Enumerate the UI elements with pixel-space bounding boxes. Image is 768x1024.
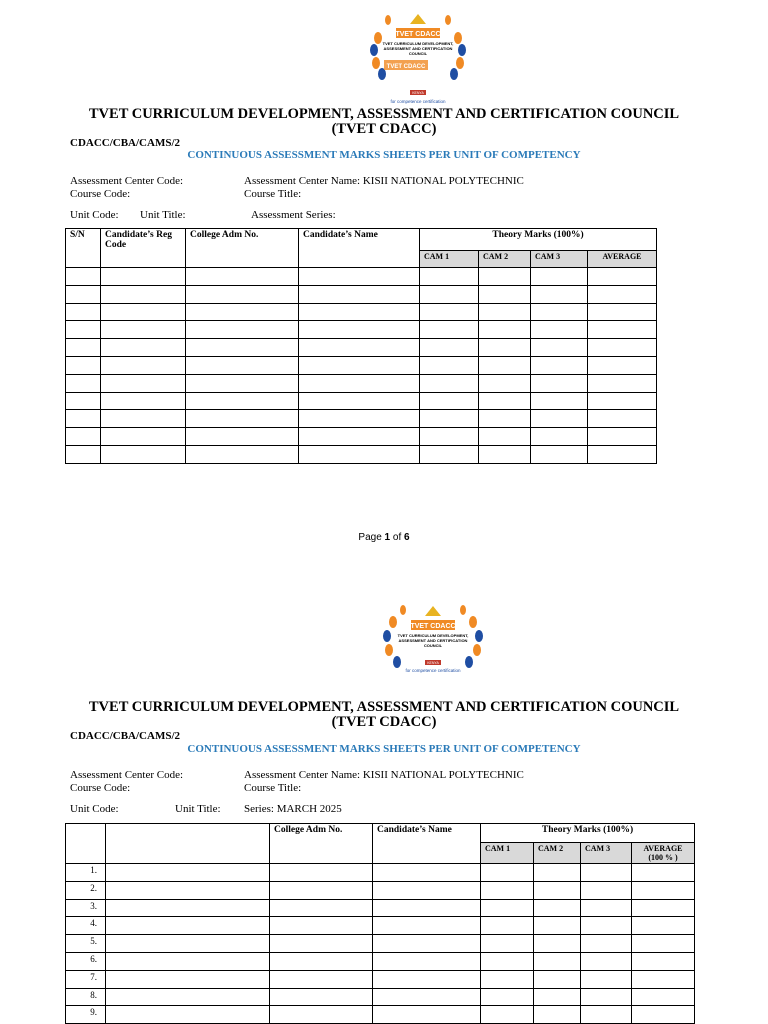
- table-cell[interactable]: [66, 410, 101, 428]
- flame-icon: [425, 606, 441, 616]
- table-cell[interactable]: [66, 374, 101, 392]
- table-cell[interactable]: [581, 970, 632, 988]
- table-cell[interactable]: [581, 1006, 632, 1024]
- table-cell[interactable]: [531, 285, 588, 303]
- header-cam1: CAM 1: [481, 843, 534, 864]
- table-cell[interactable]: [479, 392, 531, 410]
- table-cell[interactable]: [632, 970, 695, 988]
- table-cell[interactable]: [534, 988, 581, 1006]
- course-code-label: Course Code:: [70, 782, 131, 794]
- table-cell[interactable]: [101, 356, 186, 374]
- unit-title-label: Unit Title:: [175, 803, 221, 815]
- table-cell[interactable]: [101, 339, 186, 357]
- table-cell[interactable]: [481, 881, 534, 899]
- table-cell[interactable]: [66, 445, 101, 463]
- table-cell[interactable]: [299, 339, 420, 357]
- assessment-center-code-label: Assessment Center Code:: [70, 769, 184, 781]
- cdacc-logo: [373, 600, 493, 700]
- table-cell[interactable]: [186, 374, 299, 392]
- table-cell[interactable]: [588, 410, 657, 428]
- svg-text:for competence certification: for competence certification: [390, 99, 446, 104]
- table-row: [66, 374, 657, 392]
- table-row: [66, 970, 695, 988]
- table-row: [66, 303, 657, 321]
- svg-text:COUNCIL: COUNCIL: [423, 643, 443, 648]
- unit-code-label: Unit Code:: [70, 803, 119, 815]
- header-cam1: CAM 1: [420, 251, 479, 268]
- svg-text:ASSESSMENT AND CERTIFICATION: ASSESSMENT AND CERTIFICATION: [398, 638, 468, 643]
- table-cell[interactable]: [534, 917, 581, 935]
- header-theory-marks: Theory Marks (100%): [481, 824, 695, 843]
- table-cell[interactable]: [481, 899, 534, 917]
- marks-table-page-2: [65, 823, 695, 1024]
- table-cell[interactable]: [373, 952, 481, 970]
- table-cell[interactable]: [531, 392, 588, 410]
- table-cell[interactable]: [581, 917, 632, 935]
- table-cell[interactable]: [481, 935, 534, 953]
- page-title: TVET CURRICULUM DEVELOPMENT, ASSESSMENT AND CERTIFICATION COUNCIL: [88, 699, 680, 715]
- table-cell[interactable]: [373, 988, 481, 1006]
- table-cell[interactable]: [270, 952, 373, 970]
- table-row: [66, 268, 657, 286]
- table-cell[interactable]: [588, 303, 657, 321]
- table-cell[interactable]: [581, 864, 632, 882]
- table-cell[interactable]: [186, 410, 299, 428]
- table-cell[interactable]: [531, 268, 588, 286]
- course-title-label: Course Title:: [244, 188, 302, 200]
- sheet-subtitle: CONTINUOUS ASSESSMENT MARKS SHEETS PER UNIT OF COMPETENCY: [187, 743, 581, 755]
- table-cell[interactable]: [632, 899, 695, 917]
- row-number: 4.: [66, 917, 106, 935]
- table-cell[interactable]: [531, 339, 588, 357]
- row-number: 7.: [66, 970, 106, 988]
- page-title-abbr: (TVET CDACC): [331, 714, 437, 730]
- row-number: 1.: [66, 864, 106, 882]
- table-cell[interactable]: [66, 392, 101, 410]
- table-cell[interactable]: [531, 410, 588, 428]
- unit-code-label: Unit Code:: [70, 209, 119, 221]
- svg-text:KENYA: KENYA: [427, 661, 439, 665]
- current-page: 1: [384, 532, 391, 543]
- table-cell[interactable]: [581, 899, 632, 917]
- table-row: [66, 864, 695, 882]
- page-title: TVET CURRICULUM DEVELOPMENT, ASSESSMENT AND CERTIFICATION COUNCIL: [88, 106, 680, 122]
- series-label: Series: MARCH 2025: [244, 803, 342, 815]
- table-cell[interactable]: [106, 899, 270, 917]
- table-cell[interactable]: [420, 374, 479, 392]
- header-reg-code: Candidate’s Reg Code: [101, 229, 186, 268]
- table-cell[interactable]: [481, 988, 534, 1006]
- document-code: CDACC/CBA/CAMS/2: [70, 137, 180, 149]
- row-number: 3.: [66, 899, 106, 917]
- table-cell[interactable]: [373, 935, 481, 953]
- table-cell[interactable]: [299, 303, 420, 321]
- table-cell[interactable]: [66, 339, 101, 357]
- table-cell[interactable]: [420, 321, 479, 339]
- table-row: [66, 445, 657, 463]
- table-cell[interactable]: [531, 445, 588, 463]
- table-cell[interactable]: [373, 970, 481, 988]
- page-title-abbr: (TVET CDACC): [331, 121, 437, 137]
- table-cell[interactable]: [588, 285, 657, 303]
- table-cell[interactable]: [186, 356, 299, 374]
- table-cell[interactable]: [186, 285, 299, 303]
- table-cell[interactable]: [270, 935, 373, 953]
- table-cell[interactable]: [101, 285, 186, 303]
- header-candidate-name: Candidate’s Name: [299, 229, 420, 268]
- svg-text:TVET CURRICULUM DEVELOPMENT,: TVET CURRICULUM DEVELOPMENT,: [382, 41, 454, 46]
- header-adm-no: College Adm No.: [186, 229, 299, 268]
- cdacc-logo: [358, 8, 478, 108]
- table-row: [66, 410, 657, 428]
- total-pages: 6: [404, 532, 410, 543]
- table-row: [66, 899, 695, 917]
- table-cell[interactable]: [420, 392, 479, 410]
- table-cell[interactable]: [270, 899, 373, 917]
- table-row: [66, 917, 695, 935]
- table-cell[interactable]: [186, 445, 299, 463]
- table-cell[interactable]: [106, 935, 270, 953]
- table-cell[interactable]: [299, 321, 420, 339]
- table-cell[interactable]: [534, 970, 581, 988]
- table-cell[interactable]: [479, 428, 531, 446]
- table-cell[interactable]: [420, 285, 479, 303]
- table-cell[interactable]: [101, 410, 186, 428]
- table-row: [66, 1006, 695, 1024]
- marks-table-page-1: [65, 228, 657, 464]
- table-cell[interactable]: [479, 285, 531, 303]
- table-cell[interactable]: [534, 864, 581, 882]
- table-cell[interactable]: [531, 321, 588, 339]
- row-number: 2.: [66, 881, 106, 899]
- table-cell[interactable]: [481, 970, 534, 988]
- table-cell[interactable]: [66, 268, 101, 286]
- table-cell[interactable]: [186, 268, 299, 286]
- assessment-center-name-label: Assessment Center Name: KISII NATIONAL POLYTECHNIC: [244, 175, 524, 187]
- table-cell[interactable]: [632, 935, 695, 953]
- table-cell[interactable]: [632, 988, 695, 1006]
- table-row: [66, 356, 657, 374]
- svg-text:COUNCIL: COUNCIL: [408, 51, 428, 56]
- row-number: 8.: [66, 988, 106, 1006]
- table-cell[interactable]: [186, 303, 299, 321]
- table-cell[interactable]: [581, 881, 632, 899]
- table-cell[interactable]: [101, 374, 186, 392]
- table-cell[interactable]: [481, 1006, 534, 1024]
- table-row: [66, 935, 695, 953]
- table-cell[interactable]: [531, 303, 588, 321]
- table-row: [66, 321, 657, 339]
- table-row: [66, 988, 695, 1006]
- svg-text:for competence certification: for competence certification: [405, 668, 461, 673]
- header-blank-2: [106, 824, 270, 864]
- header-cam2: CAM 2: [534, 843, 581, 864]
- table-cell[interactable]: [106, 881, 270, 899]
- table-cell[interactable]: [373, 917, 481, 935]
- table-cell[interactable]: [66, 356, 101, 374]
- table-row: [66, 339, 657, 357]
- table-cell[interactable]: [270, 988, 373, 1006]
- table-cell[interactable]: [106, 917, 270, 935]
- table-cell[interactable]: [479, 356, 531, 374]
- table-cell[interactable]: [481, 864, 534, 882]
- header-blank-1: [66, 824, 106, 864]
- table-cell[interactable]: [66, 303, 101, 321]
- svg-text:ASSESSMENT AND CERTIFICATION: ASSESSMENT AND CERTIFICATION: [383, 46, 453, 51]
- table-cell[interactable]: [534, 935, 581, 953]
- table-cell[interactable]: [534, 952, 581, 970]
- table-cell[interactable]: [479, 268, 531, 286]
- table-cell[interactable]: [66, 428, 101, 446]
- table-row: [66, 952, 695, 970]
- table-cell[interactable]: [299, 374, 420, 392]
- table-cell[interactable]: [101, 392, 186, 410]
- table-cell[interactable]: [186, 339, 299, 357]
- table-cell[interactable]: [481, 952, 534, 970]
- table-cell[interactable]: [270, 881, 373, 899]
- table-cell[interactable]: [270, 1006, 373, 1024]
- flame-icon: [410, 14, 426, 24]
- table-cell[interactable]: [270, 917, 373, 935]
- table-cell[interactable]: [101, 268, 186, 286]
- row-number: 5.: [66, 935, 106, 953]
- table-cell[interactable]: [420, 268, 479, 286]
- assessment-center-code-label: Assessment Center Code:: [70, 175, 184, 187]
- table-cell[interactable]: [186, 321, 299, 339]
- row-number: 6.: [66, 952, 106, 970]
- unit-title-label: Unit Title:: [140, 209, 186, 221]
- table-cell[interactable]: [106, 988, 270, 1006]
- table-cell[interactable]: [270, 970, 373, 988]
- svg-text:TVET CDACC: TVET CDACC: [386, 64, 426, 70]
- table-cell[interactable]: [270, 864, 373, 882]
- table-cell[interactable]: [66, 285, 101, 303]
- table-cell[interactable]: [101, 445, 186, 463]
- header-candidate-name: Candidate’s Name: [373, 824, 481, 864]
- table-cell[interactable]: [632, 952, 695, 970]
- table-cell[interactable]: [420, 428, 479, 446]
- table-cell[interactable]: [588, 339, 657, 357]
- table-cell[interactable]: [299, 410, 420, 428]
- page-footer: Page 1 of 6: [358, 532, 410, 543]
- table-cell[interactable]: [588, 268, 657, 286]
- table-cell[interactable]: [106, 1006, 270, 1024]
- table-cell[interactable]: [106, 864, 270, 882]
- header-cam3: CAM 3: [531, 251, 588, 268]
- table-cell[interactable]: [531, 428, 588, 446]
- table-cell[interactable]: [420, 339, 479, 357]
- table-cell[interactable]: [479, 445, 531, 463]
- table-cell[interactable]: [373, 899, 481, 917]
- table-cell[interactable]: [632, 917, 695, 935]
- svg-text:TVET CDACC: TVET CDACC: [410, 623, 456, 630]
- table-cell[interactable]: [479, 374, 531, 392]
- table-cell[interactable]: [106, 970, 270, 988]
- table-cell[interactable]: [299, 428, 420, 446]
- table-cell[interactable]: [588, 428, 657, 446]
- table-cell[interactable]: [299, 285, 420, 303]
- table-cell[interactable]: [373, 1006, 481, 1024]
- table-cell[interactable]: [632, 864, 695, 882]
- table-cell[interactable]: [420, 356, 479, 374]
- table-cell[interactable]: [588, 374, 657, 392]
- course-code-label: Course Code:: [70, 188, 131, 200]
- sheet-subtitle: CONTINUOUS ASSESSMENT MARKS SHEETS PER UNIT OF COMPETENCY: [187, 149, 581, 161]
- header-average: AVERAGE: [588, 251, 657, 268]
- row-number: 9.: [66, 1006, 106, 1024]
- table-cell[interactable]: [479, 303, 531, 321]
- table-cell[interactable]: [299, 268, 420, 286]
- table-cell[interactable]: [531, 356, 588, 374]
- table-cell[interactable]: [299, 392, 420, 410]
- table-cell[interactable]: [581, 935, 632, 953]
- table-cell[interactable]: [632, 1006, 695, 1024]
- table-cell[interactable]: [632, 881, 695, 899]
- table-cell[interactable]: [299, 445, 420, 463]
- table-cell[interactable]: [479, 410, 531, 428]
- header-cam2: CAM 2: [479, 251, 531, 268]
- table-cell[interactable]: [479, 339, 531, 357]
- table-cell[interactable]: [534, 1006, 581, 1024]
- assessment-center-name-label: Assessment Center Name: KISII NATIONAL POLYTECHNIC: [244, 769, 524, 781]
- table-cell[interactable]: [588, 356, 657, 374]
- table-cell[interactable]: [101, 303, 186, 321]
- table-cell[interactable]: [106, 952, 270, 970]
- table-row: [66, 392, 657, 410]
- header-theory-marks: Theory Marks (100%): [420, 229, 657, 251]
- table-row: [66, 881, 695, 899]
- table-cell[interactable]: [581, 988, 632, 1006]
- table-cell[interactable]: [373, 864, 481, 882]
- table-cell[interactable]: [479, 321, 531, 339]
- assessment-series-label: Assessment Series:: [251, 209, 336, 221]
- course-title-label: Course Title:: [244, 782, 302, 794]
- header-adm-no: College Adm No.: [270, 824, 373, 864]
- table-cell[interactable]: [299, 356, 420, 374]
- header-average: AVERAGE (100 % ): [632, 843, 695, 864]
- table-cell[interactable]: [531, 374, 588, 392]
- table-cell[interactable]: [420, 303, 479, 321]
- header-cam3: CAM 3: [581, 843, 632, 864]
- table-cell[interactable]: [373, 881, 481, 899]
- svg-text:KENYA: KENYA: [412, 91, 424, 95]
- table-row: [66, 285, 657, 303]
- table-cell[interactable]: [186, 428, 299, 446]
- svg-text:TVET CDACC: TVET CDACC: [395, 31, 441, 38]
- table-cell[interactable]: [481, 917, 534, 935]
- table-cell[interactable]: [581, 952, 632, 970]
- table-cell[interactable]: [101, 428, 186, 446]
- table-cell[interactable]: [588, 445, 657, 463]
- table-cell[interactable]: [66, 321, 101, 339]
- table-cell[interactable]: [534, 881, 581, 899]
- table-cell[interactable]: [588, 321, 657, 339]
- table-cell[interactable]: [101, 321, 186, 339]
- table-cell[interactable]: [588, 392, 657, 410]
- table-cell[interactable]: [534, 899, 581, 917]
- document-code: CDACC/CBA/CAMS/2: [70, 730, 180, 742]
- table-cell[interactable]: [420, 410, 479, 428]
- header-sn: S/N: [66, 229, 101, 268]
- table-row: [66, 428, 657, 446]
- table-cell[interactable]: [186, 392, 299, 410]
- table-cell[interactable]: [420, 445, 479, 463]
- svg-text:TVET CURRICULUM DEVELOPMENT,: TVET CURRICULUM DEVELOPMENT,: [397, 633, 469, 638]
